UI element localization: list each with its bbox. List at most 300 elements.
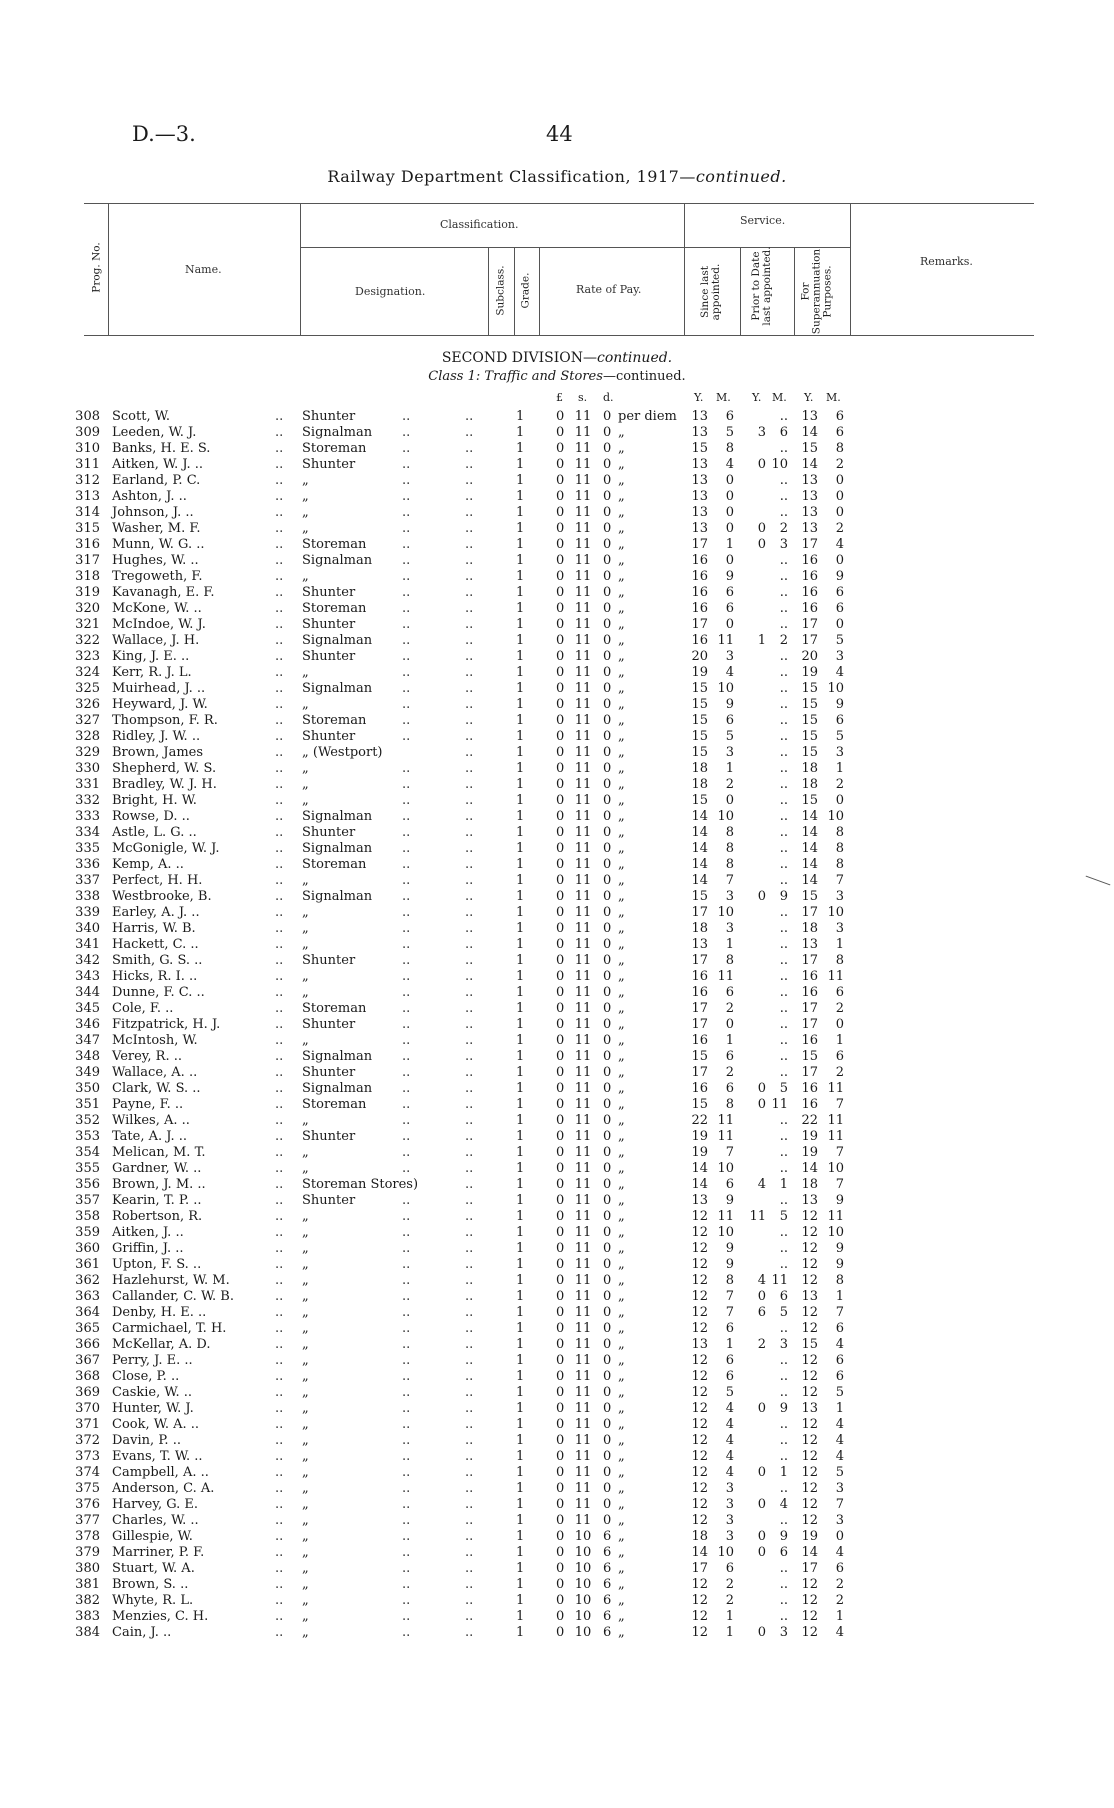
row-total-months: 4 (835, 1545, 844, 1560)
table-row (0, 1209, 1114, 1225)
row-since-months: 3 (725, 1481, 734, 1496)
row-leader-dots: .. (275, 1513, 284, 1528)
row-prior-months: .. (779, 1193, 788, 1208)
row-pounds: 0 (556, 1209, 565, 1224)
row-leader-dots: .. (275, 1417, 284, 1432)
row-total-months: 11 (827, 969, 844, 984)
row-name: Leeden, W. J. (112, 425, 197, 440)
row-number: 331 (75, 777, 100, 792)
row-leader-dots: .. (465, 905, 474, 920)
row-prior-months: 5 (779, 1305, 788, 1320)
row-total-years: 17 (801, 1017, 818, 1032)
row-prior-months: .. (779, 953, 788, 968)
table-row (0, 585, 1114, 601)
row-since-years: 17 (691, 1561, 708, 1576)
row-pence: 0 (603, 601, 612, 616)
row-number: 364 (75, 1305, 100, 1320)
row-pounds: 0 (556, 857, 565, 872)
row-pounds: 0 (556, 777, 565, 792)
row-number: 368 (75, 1369, 100, 1384)
row-leader-dots: .. (275, 649, 284, 664)
row-since-months: 2 (725, 1593, 734, 1608)
row-prior-years: 0 (757, 537, 766, 552)
row-total-years: 14 (801, 809, 818, 824)
row-shillings: 11 (574, 1337, 592, 1352)
row-prior-months: .. (779, 1353, 788, 1368)
row-designation: „ (302, 1481, 309, 1496)
row-leader-dots: .. (275, 937, 284, 952)
row-leader-dots: .. (465, 1241, 474, 1256)
row-since-months: 10 (717, 1225, 734, 1240)
row-shillings: 11 (574, 617, 592, 632)
row-name: Muirhead, J. .. (112, 681, 206, 696)
row-grade: 1 (516, 1449, 525, 1464)
header-for-super: For Superannuation Purposes. (799, 248, 834, 335)
row-pounds: 0 (556, 1145, 565, 1160)
row-name: Gillespie, W. (112, 1529, 193, 1544)
row-shillings: 11 (574, 857, 592, 872)
row-name: Denby, H. E. .. (112, 1305, 207, 1320)
row-leader-dots: .. (275, 825, 284, 840)
row-shillings: 11 (574, 553, 592, 568)
row-total-years: 12 (801, 1433, 818, 1448)
row-since-months: 1 (725, 761, 734, 776)
row-grade: 1 (516, 1049, 525, 1064)
row-leader-dots: .. (402, 553, 411, 568)
row-total-years: 15 (801, 889, 818, 904)
row-designation: „ (302, 1593, 309, 1608)
row-designation: „ (302, 1321, 309, 1336)
row-since-years: 19 (691, 1129, 708, 1144)
row-per: „ (618, 1145, 625, 1160)
table-row (0, 953, 1114, 969)
row-since-months: 3 (725, 921, 734, 936)
row-total-years: 15 (801, 713, 818, 728)
row-name: Brown, S. .. (112, 1577, 189, 1592)
row-total-years: 14 (801, 873, 818, 888)
row-leader-dots: .. (275, 1481, 284, 1496)
row-pence: 0 (603, 857, 612, 872)
row-total-years: 12 (801, 1497, 818, 1512)
row-shillings: 11 (574, 1177, 592, 1192)
row-leader-dots: .. (402, 1337, 411, 1352)
row-total-years: 13 (801, 937, 818, 952)
row-shillings: 11 (574, 1129, 592, 1144)
row-number: 333 (75, 809, 100, 824)
row-since-years: 13 (691, 937, 708, 952)
row-number: 320 (75, 601, 100, 616)
row-grade: 1 (516, 553, 525, 568)
row-since-years: 12 (691, 1241, 708, 1256)
row-leader-dots: .. (402, 889, 411, 904)
row-pounds: 0 (556, 985, 565, 1000)
row-name: Robertson, R. (112, 1209, 203, 1224)
row-designation: „ (302, 873, 309, 888)
table-row (0, 1353, 1114, 1369)
row-total-months: 9 (835, 1257, 844, 1272)
row-prior-months: .. (779, 601, 788, 616)
row-leader-dots: .. (465, 1577, 474, 1592)
row-name: Munn, W. G. .. (112, 537, 205, 552)
table-row (0, 1593, 1114, 1609)
row-per: „ (618, 953, 625, 968)
row-since-months: 1 (725, 1033, 734, 1048)
row-pounds: 0 (556, 1609, 565, 1624)
row-leader-dots: .. (275, 537, 284, 552)
row-leader-dots: .. (402, 841, 411, 856)
row-designation: „ (302, 1513, 309, 1528)
row-leader-dots: .. (275, 585, 284, 600)
row-number: 375 (75, 1481, 100, 1496)
row-designation: Signalman (302, 681, 373, 696)
row-since-years: 15 (691, 697, 708, 712)
row-grade: 1 (516, 489, 525, 504)
table-row (0, 569, 1114, 585)
row-since-months: 6 (725, 1177, 734, 1192)
row-per: „ (618, 729, 625, 744)
row-pounds: 0 (556, 1273, 565, 1288)
row-pounds: 0 (556, 1033, 565, 1048)
row-total-months: 6 (835, 1561, 844, 1576)
table-row (0, 1369, 1114, 1385)
row-prior-months: .. (779, 1161, 788, 1176)
row-pounds: 0 (556, 1433, 565, 1448)
row-total-months: 8 (835, 857, 844, 872)
row-shillings: 11 (574, 649, 592, 664)
row-since-months: 6 (725, 1049, 734, 1064)
row-since-months: 1 (725, 937, 734, 952)
row-name: Scott, W. (112, 409, 170, 424)
row-leader-dots: .. (275, 1497, 284, 1512)
row-prior-months: .. (779, 1113, 788, 1128)
row-shillings: 10 (574, 1625, 592, 1640)
row-since-years: 17 (691, 953, 708, 968)
row-grade: 1 (516, 953, 525, 968)
row-designation: „ (302, 1465, 309, 1480)
row-total-months: 6 (835, 713, 844, 728)
row-leader-dots: .. (402, 1497, 411, 1512)
row-name: Bradley, W. J. H. (112, 777, 217, 792)
row-total-months: 7 (835, 1305, 844, 1320)
row-name: Payne, F. .. (112, 1097, 184, 1112)
page-title (0, 167, 1114, 186)
row-leader-dots: .. (465, 1481, 474, 1496)
table-row (0, 457, 1114, 473)
row-since-months: 8 (725, 857, 734, 872)
header-classification: Classification. (440, 218, 519, 231)
row-pounds: 0 (556, 457, 565, 472)
row-since-months: 0 (725, 1017, 734, 1032)
row-since-months: 9 (725, 569, 734, 584)
row-leader-dots: .. (465, 729, 474, 744)
table-row (0, 873, 1114, 889)
table-row (0, 793, 1114, 809)
row-since-years: 12 (691, 1449, 708, 1464)
row-per: „ (618, 473, 625, 488)
row-leader-dots: .. (465, 1161, 474, 1176)
unit-months-since: M. (716, 391, 731, 404)
row-designation: „ (Westport) (302, 745, 383, 760)
row-shillings: 11 (574, 569, 592, 584)
row-since-years: 13 (691, 1337, 708, 1352)
row-designation: „ (302, 1337, 309, 1352)
table-row (0, 1017, 1114, 1033)
row-pence: 0 (603, 1417, 612, 1432)
row-designation: Shunter (302, 1193, 356, 1208)
row-grade: 1 (516, 1001, 525, 1016)
row-prior-months: .. (779, 649, 788, 664)
row-designation: Shunter (302, 649, 356, 664)
row-shillings: 11 (574, 601, 592, 616)
row-total-months: 7 (835, 873, 844, 888)
row-shillings: 11 (574, 809, 592, 824)
row-pounds: 0 (556, 873, 565, 888)
row-name: McIntosh, W. (112, 1033, 198, 1048)
row-leader-dots: .. (402, 969, 411, 984)
row-per: „ (618, 1001, 625, 1016)
row-prior-months: 6 (779, 1289, 788, 1304)
row-designation: Signalman (302, 841, 373, 856)
row-leader-dots: .. (275, 617, 284, 632)
row-total-months: 2 (835, 1593, 844, 1608)
row-shillings: 11 (574, 1017, 592, 1032)
row-pounds: 0 (556, 1545, 565, 1560)
row-since-years: 12 (691, 1465, 708, 1480)
row-per: „ (618, 1033, 625, 1048)
row-since-years: 12 (691, 1353, 708, 1368)
row-total-months: 4 (835, 1433, 844, 1448)
row-name: Hunter, W. J. (112, 1401, 194, 1416)
class-subtitle (0, 369, 1114, 384)
row-leader-dots: .. (402, 1529, 411, 1544)
row-name: Anderson, C. A. (112, 1481, 215, 1496)
row-total-months: 3 (835, 649, 844, 664)
row-designation: Shunter (302, 617, 356, 632)
row-total-months: 0 (835, 505, 844, 520)
row-pounds: 0 (556, 729, 565, 744)
row-leader-dots: .. (275, 1401, 284, 1416)
section-title (0, 350, 1114, 366)
row-leader-dots: .. (465, 1545, 474, 1560)
row-shillings: 11 (574, 1353, 592, 1368)
header-vline (740, 247, 741, 335)
row-per: „ (618, 569, 625, 584)
row-leader-dots: .. (275, 601, 284, 616)
row-name: Ashton, J. .. (112, 489, 187, 504)
row-total-years: 13 (801, 1193, 818, 1208)
row-leader-dots: .. (275, 1017, 284, 1032)
table-row (0, 1433, 1114, 1449)
row-shillings: 10 (574, 1545, 592, 1560)
row-number: 314 (75, 505, 100, 520)
row-total-years: 15 (801, 745, 818, 760)
table-row (0, 1401, 1114, 1417)
row-pence: 0 (603, 1513, 612, 1528)
row-since-years: 15 (691, 729, 708, 744)
row-since-years: 12 (691, 1273, 708, 1288)
row-since-months: 4 (725, 1449, 734, 1464)
row-total-months: 10 (827, 681, 844, 696)
row-designation: „ (302, 569, 309, 584)
row-name: McGonigle, W. J. (112, 841, 220, 856)
row-prior-months: .. (779, 1561, 788, 1576)
row-leader-dots: .. (402, 601, 411, 616)
row-per: „ (618, 825, 625, 840)
row-leader-dots: .. (275, 745, 284, 760)
header-designation: Designation. (355, 285, 426, 298)
row-since-years: 15 (691, 681, 708, 696)
row-since-months: 1 (725, 537, 734, 552)
row-pounds: 0 (556, 489, 565, 504)
row-pence: 0 (603, 1209, 612, 1224)
row-leader-dots: .. (275, 969, 284, 984)
row-pence: 0 (603, 1177, 612, 1192)
row-per: „ (618, 601, 625, 616)
row-grade: 1 (516, 1129, 525, 1144)
row-grade: 1 (516, 473, 525, 488)
row-pence: 0 (603, 1113, 612, 1128)
row-total-years: 17 (801, 1561, 818, 1576)
row-pounds: 0 (556, 1225, 565, 1240)
row-since-months: 0 (725, 473, 734, 488)
row-leader-dots: .. (402, 713, 411, 728)
row-since-months: 6 (725, 409, 734, 424)
row-leader-dots: .. (275, 505, 284, 520)
row-prior-years: 0 (757, 1081, 766, 1096)
row-since-years: 20 (691, 649, 708, 664)
row-total-years: 16 (801, 1097, 818, 1112)
row-number: 355 (75, 1161, 100, 1176)
row-since-years: 13 (691, 505, 708, 520)
row-since-months: 4 (725, 1465, 734, 1480)
row-since-years: 15 (691, 1097, 708, 1112)
row-pence: 0 (603, 713, 612, 728)
row-leader-dots: .. (402, 873, 411, 888)
row-leader-dots: .. (402, 1209, 411, 1224)
row-per: „ (618, 1241, 625, 1256)
row-leader-dots: .. (465, 409, 474, 424)
row-per: „ (618, 1593, 625, 1608)
row-designation: Storeman (302, 1097, 367, 1112)
row-total-years: 12 (801, 1273, 818, 1288)
row-per: „ (618, 761, 625, 776)
row-per: „ (618, 505, 625, 520)
row-per: „ (618, 1337, 625, 1352)
header-vline (108, 203, 109, 335)
page-number: 44 (546, 122, 573, 146)
row-total-months: 6 (835, 1321, 844, 1336)
row-total-years: 12 (801, 1321, 818, 1336)
row-designation: „ (302, 489, 309, 504)
row-total-months: 6 (835, 425, 844, 440)
row-leader-dots: .. (402, 985, 411, 1000)
row-leader-dots: .. (465, 745, 474, 760)
title-main: Railway Department Classification, 1917— (327, 167, 696, 186)
row-name: Perfect, H. H. (112, 873, 203, 888)
row-total-months: 7 (835, 1177, 844, 1192)
row-shillings: 11 (574, 1033, 592, 1048)
row-total-years: 14 (801, 425, 818, 440)
row-leader-dots: .. (275, 489, 284, 504)
row-since-years: 17 (691, 1017, 708, 1032)
row-name: Caskie, W. .. (112, 1385, 192, 1400)
row-per: „ (618, 521, 625, 536)
row-pounds: 0 (556, 889, 565, 904)
row-total-years: 19 (801, 1145, 818, 1160)
row-grade: 1 (516, 601, 525, 616)
row-pounds: 0 (556, 1241, 565, 1256)
table-row (0, 1273, 1114, 1289)
header-rate-of-pay: Rate of Pay. (576, 283, 642, 296)
row-prior-months: .. (779, 1049, 788, 1064)
row-number: 317 (75, 553, 100, 568)
row-since-months: 6 (725, 1369, 734, 1384)
row-total-years: 12 (801, 1625, 818, 1640)
row-leader-dots: .. (402, 1145, 411, 1160)
row-total-months: 0 (835, 1529, 844, 1544)
row-since-months: 7 (725, 1289, 734, 1304)
row-designation: Shunter (302, 409, 356, 424)
row-leader-dots: .. (402, 937, 411, 952)
table-row (0, 1513, 1114, 1529)
row-pence: 6 (603, 1593, 612, 1608)
row-per: „ (618, 921, 625, 936)
row-leader-dots: .. (465, 1129, 474, 1144)
row-leader-dots: .. (465, 473, 474, 488)
row-leader-dots: .. (275, 1289, 284, 1304)
row-total-years: 16 (801, 585, 818, 600)
row-leader-dots: .. (402, 1513, 411, 1528)
row-since-months: 10 (717, 1545, 734, 1560)
row-number: 350 (75, 1081, 100, 1096)
row-prior-months: 3 (779, 1337, 788, 1352)
row-pounds: 0 (556, 537, 565, 552)
row-since-months: 8 (725, 1097, 734, 1112)
row-shillings: 11 (574, 409, 592, 424)
row-prior-years: 0 (757, 1401, 766, 1416)
table-row (0, 841, 1114, 857)
table-row (0, 1161, 1114, 1177)
row-leader-dots: .. (275, 1049, 284, 1064)
row-per: „ (618, 745, 625, 760)
row-designation: „ (302, 1161, 309, 1176)
row-prior-months: 5 (779, 1209, 788, 1224)
row-shillings: 11 (574, 825, 592, 840)
row-total-months: 1 (835, 1033, 844, 1048)
row-number: 334 (75, 825, 100, 840)
row-since-months: 5 (725, 425, 734, 440)
row-since-years: 14 (691, 841, 708, 856)
row-leader-dots: .. (275, 1241, 284, 1256)
row-total-months: 11 (827, 1113, 844, 1128)
row-shillings: 11 (574, 1225, 592, 1240)
row-prior-years: 6 (757, 1305, 766, 1320)
row-leader-dots: .. (465, 1145, 474, 1160)
row-designation: „ (302, 1497, 309, 1512)
row-designation: „ (302, 985, 309, 1000)
row-leader-dots: .. (275, 729, 284, 744)
row-shillings: 11 (574, 1497, 592, 1512)
row-since-years: 13 (691, 489, 708, 504)
row-total-months: 7 (835, 1145, 844, 1160)
row-number: 380 (75, 1561, 100, 1576)
row-number: 358 (75, 1209, 100, 1224)
row-number: 321 (75, 617, 100, 632)
row-per: „ (618, 697, 625, 712)
row-pence: 0 (603, 1273, 612, 1288)
row-designation: „ (302, 505, 309, 520)
row-pence: 0 (603, 1193, 612, 1208)
